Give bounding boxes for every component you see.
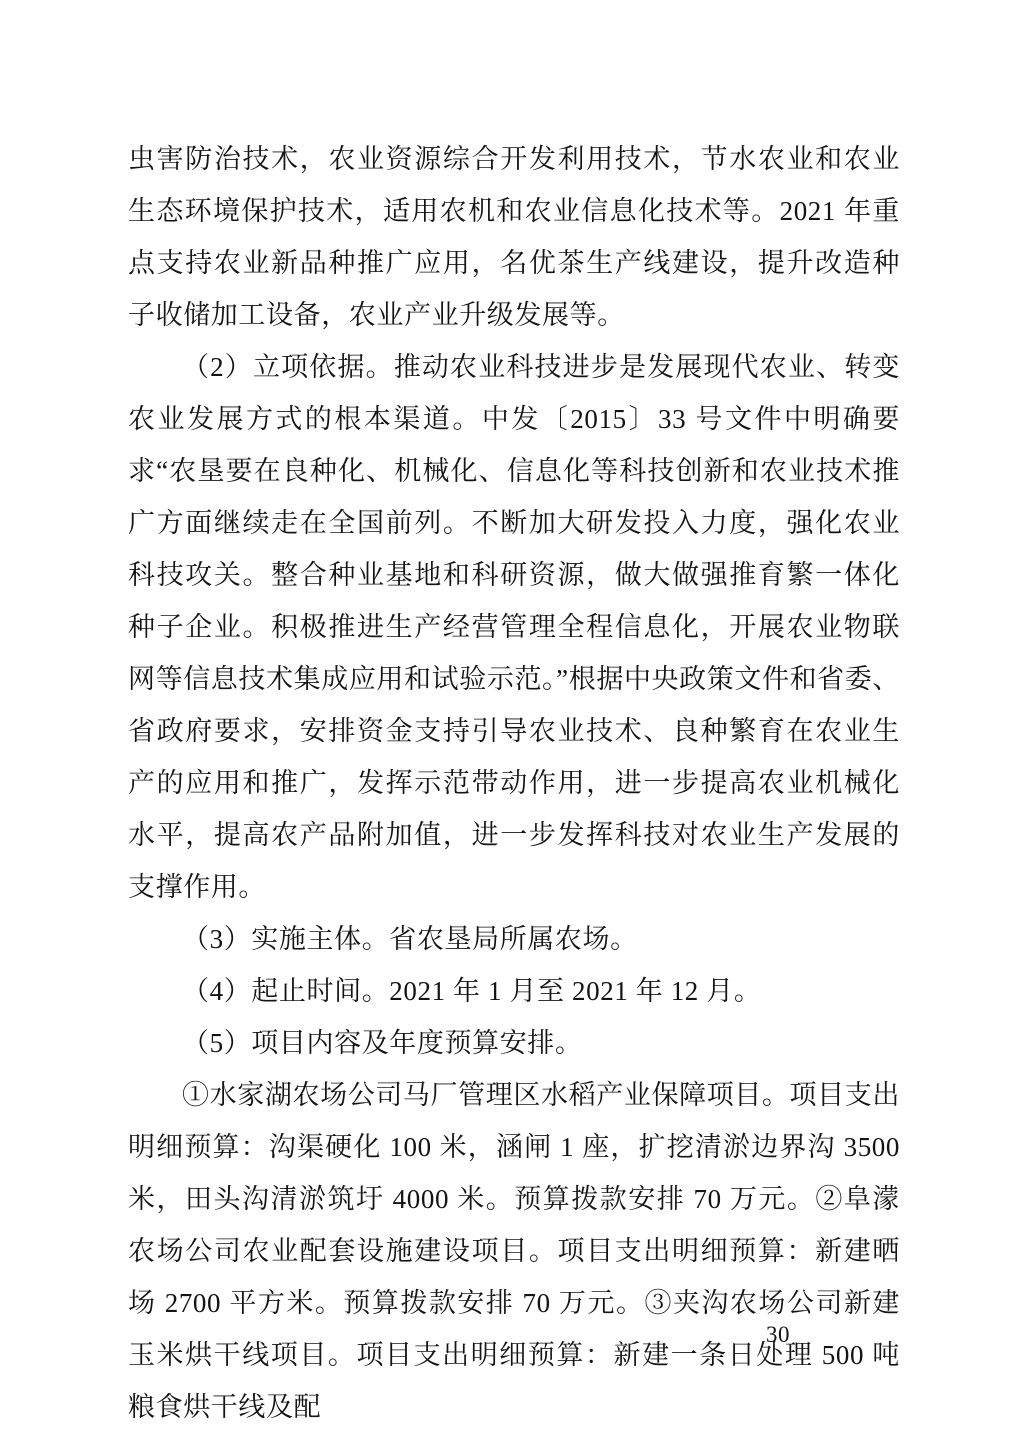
body-paragraph-6: ①水家湖农场公司马厂管理区水稻产业保障项目。项目支出明细预算：沟渠硬化 100 米，涵闸 1 座，扩挖清淤边界沟 3500 米，田头沟清淤筑圩 4000 米。预算拨款安排 70 万元。②阜濛农场公司农业配套设施建设项目。项目支出明细预算：新建晒场 2700 平方米。预算拨款安排 70 万元。③夹沟农场公司新建玉米烘干线项目。项目支出明细预算：新建一条日处理 500 吨粮食烘干线及配 [128, 1080, 900, 1422]
page-number: 30 [766, 1322, 790, 1347]
text-block [128, 133, 900, 1433]
body-paragraph-2: （2）立项依据。推动农业科技进步是发展现代农业、转变农业发展方式的根本渠道。中发〔2015〕33 号文件中明确要求“农垦要在良种化、机械化、信息化等科技创新和农业技术推广方面继续走在全国前列。不断加大研发投入力度，强化农业科技攻关。整合种业基地和科研资源，做大做强推育繁一体化种子企业。积极推进生产经营管理全程信息化，开展农业物联网等信息技术集成应用和试验示范。”根据中央政策文件和省委、省政府要求，安排资金支持引导农业技术、良种繁育在农业生产的应用和推广，发挥示范带动作用，进一步提高农业机械化水平，提高农产品附加值，进一步发挥科技对农业生产发展的支撑作用。 [128, 352, 900, 902]
body-paragraph-5: （5）项目内容及年度预算安排。 [182, 1028, 583, 1058]
body-paragraph-1: 虫害防治技术，农业资源综合开发利用技术，节水农业和农业生态环境保护技术，适用农机和农业信息化技术等。2021 年重点支持农业新品种推广应用，名优茶生产线建设，提升改造种子收储加工设备，农业产业升级发展等。 [128, 144, 900, 330]
body-paragraph-3: （3）实施主体。省农垦局所属农场。 [182, 924, 638, 954]
body-paragraph-4: （4）起止时间。2021 年 1 月至 2021 年 12 月。 [182, 976, 762, 1006]
